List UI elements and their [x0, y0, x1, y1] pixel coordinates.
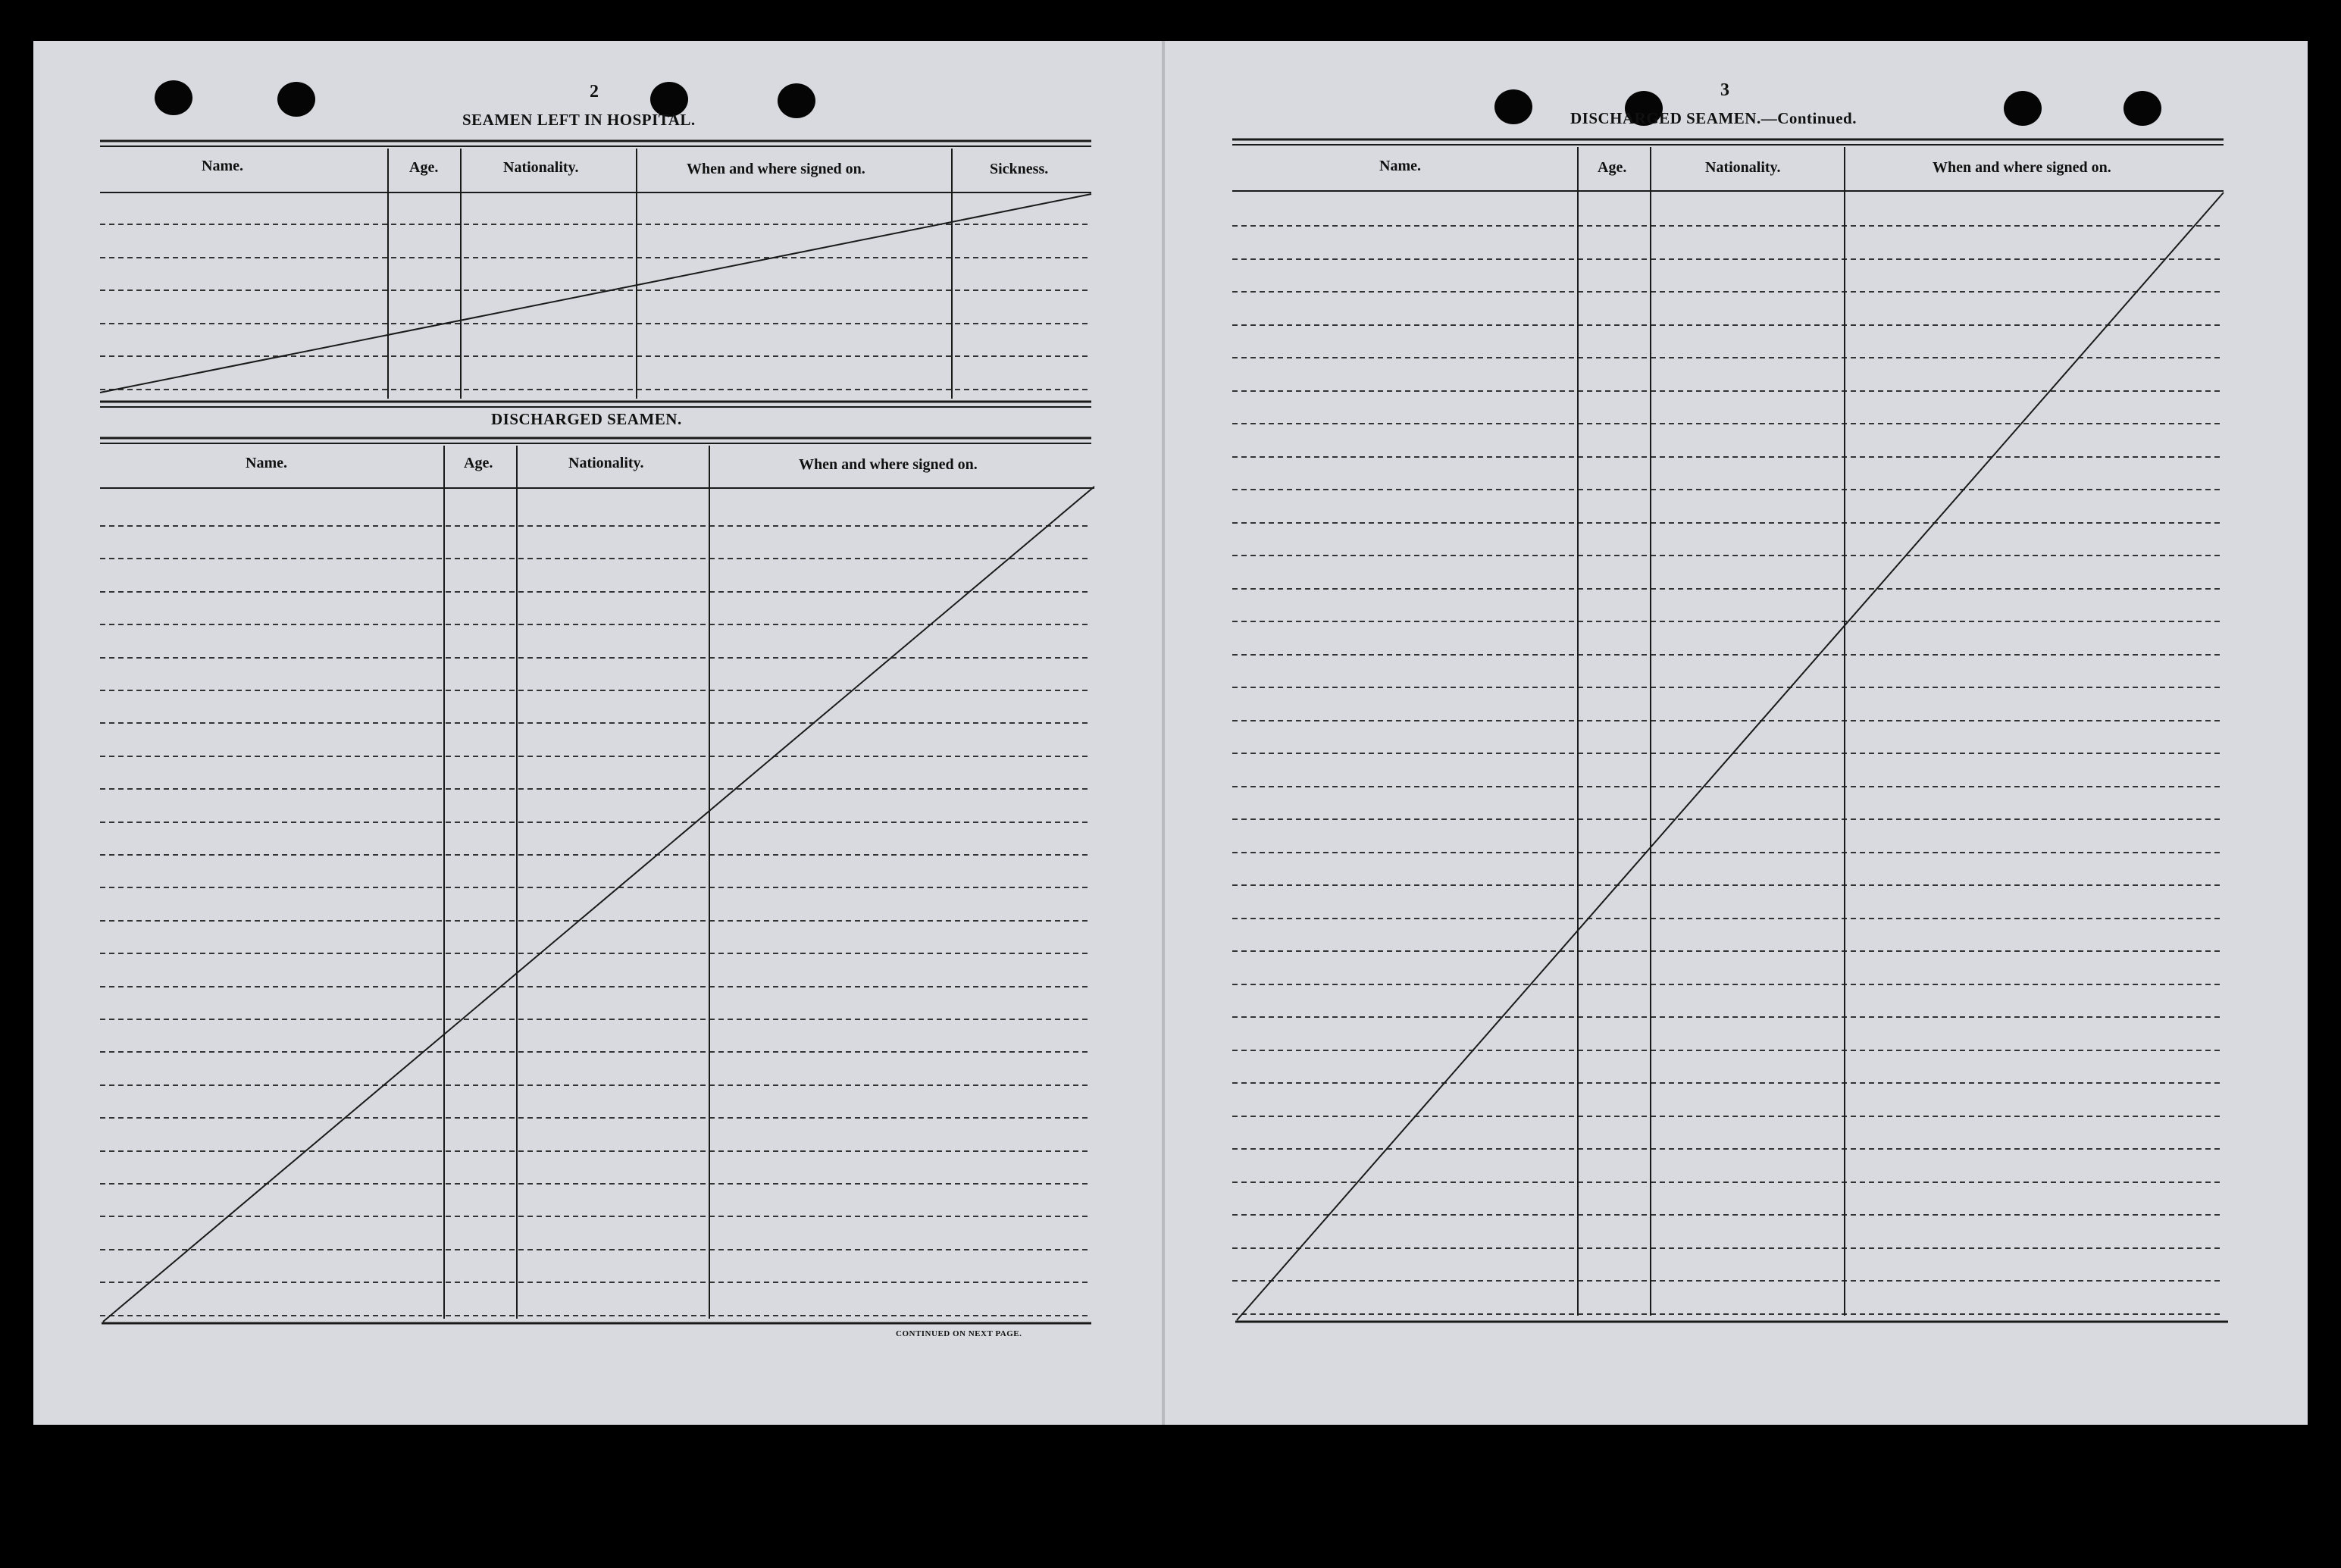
hospital-section-title: SEAMEN LEFT IN HOSPITAL.: [462, 111, 696, 129]
column-header-signed-on: When and where signed on.: [687, 161, 865, 177]
page-number: 2: [590, 82, 599, 102]
column-header-name: Name.: [1379, 158, 1421, 174]
column-header-nationality: Nationality.: [1705, 159, 1781, 176]
column-header-nationality: Nationality.: [568, 455, 644, 471]
page-number: 3: [1720, 80, 1729, 100]
column-header-age: Age.: [1598, 159, 1627, 176]
column-header-sickness: Sickness.: [990, 161, 1049, 177]
column-header-signed-on: When and where signed on.: [799, 456, 978, 473]
column-header-name: Name.: [202, 158, 243, 174]
discharged-section-title: DISCHARGED SEAMEN.: [491, 410, 682, 428]
column-header-nationality: Nationality.: [503, 159, 579, 176]
column-header-signed-on: When and where signed on.: [1933, 159, 2111, 176]
column-header-name: Name.: [246, 455, 287, 471]
discharged-continued-title: DISCHARGED SEAMEN.—Continued.: [1570, 109, 1857, 127]
column-header-age: Age.: [409, 159, 439, 176]
column-header-age: Age.: [464, 455, 493, 471]
continued-footer: CONTINUED ON NEXT PAGE.: [896, 1329, 1022, 1338]
